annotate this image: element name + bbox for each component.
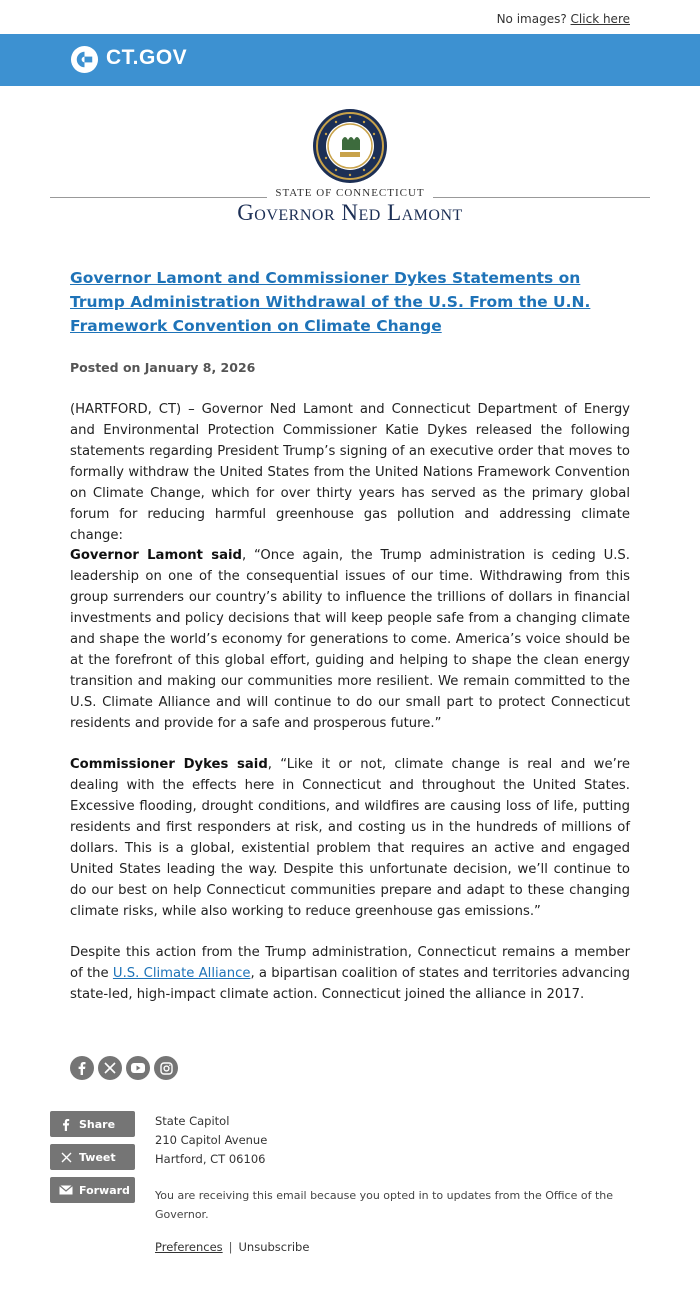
facebook-icon[interactable]	[70, 1056, 94, 1080]
x-icon[interactable]	[98, 1056, 122, 1080]
footer-separator: |	[228, 1240, 233, 1254]
youtube-icon[interactable]	[126, 1056, 150, 1080]
governor-seal-icon	[312, 108, 388, 184]
masthead-state	[0, 187, 700, 199]
instagram-icon[interactable]	[154, 1056, 178, 1080]
share-buttons	[50, 1111, 135, 1210]
social-icons	[70, 1056, 178, 1080]
masthead-state-text: STATE OF CONNECTICUT	[267, 187, 432, 199]
address-line-3: Hartford, CT 06106	[155, 1152, 266, 1166]
forward-button[interactable]	[50, 1177, 135, 1203]
governor-quote-text: , “Once again, the Trump administration is ceding U.S. leadership on one of the consequential issues of our time. Withdrawing from this group surrenders our country’s ability to influence the trillions of dollars in financial investments and policy decisions that will keep people safe from a changing climate and shape the world’s economy for generations to come. America’s voice should be at the forefront of this global effort, guiding and helping to shape the clean energy transition and making our communities more resilient. We remain committed to the U.S. Climate Alliance and will continue to do our small part to protect Connecticut residents and provide for a safe and prosperous future.”	[70, 548, 630, 731]
share-button[interactable]	[50, 1111, 135, 1137]
masthead-governor: Governor Ned Lamont	[237, 200, 463, 225]
ct-logo-icon[interactable]	[70, 45, 99, 74]
envelope-icon	[59, 1183, 73, 1197]
closing-text-before: Despite this action from the Trump administration, Connecticut remains a member of the	[70, 945, 630, 981]
x-icon	[59, 1150, 73, 1164]
intro-paragraph: (HARTFORD, CT) – Governor Ned Lamont and Connecticut Department of Energy and Environmental Protection Commissioner Katie Dykes released the following statements regarding President Trump’s signing of an executive order that moves to formally withdraw the United States from the United Nations Framework Convention on Climate Change, which for over thirty years has served as the primary global forum for reducing harmful greenhouse gas pollution and addressing climate change:	[70, 402, 630, 543]
preferences-link[interactable]: Preferences	[155, 1240, 223, 1254]
click-here-link[interactable]: Click here	[570, 12, 630, 26]
tweet-button[interactable]	[50, 1144, 135, 1170]
closing-paragraph	[70, 942, 630, 1005]
posted-date: Posted on January 8, 2026	[70, 360, 256, 375]
ct-gov-logo-text[interactable]: CT.GOV	[106, 46, 188, 69]
commissioner-quote-text: , “Like it or not, climate change is real and we’re dealing with the effects here in Connecticut and throughout the United States. Excessive flooding, drought conditions, and wildfires are causing loss of life, putting residents and first responders at risk, and costing us in the hundreds of millions of dollars. This is a global, existential problem that requires an active and engaged United States leading the way. Despite this unfortunate decision, we’ll continue to do our best on help Connecticut communities prepare and adapt to these changing climate risks, while also working to reduce greenhouse gas emissions.”	[70, 757, 631, 919]
tweet-label: Tweet	[79, 1150, 116, 1164]
article-headline-link[interactable]: Governor Lamont and Commissioner Dykes Statements on Trump Administration Withdrawal of the U.S. From the U.N. Framework Convention on Climate Change	[70, 269, 591, 335]
commissioner-quote-paragraph	[70, 754, 630, 922]
forward-label: Forward	[79, 1183, 130, 1197]
governor-speaker: Governor Lamont said	[70, 548, 242, 563]
facebook-icon	[59, 1117, 73, 1131]
no-images-notice	[497, 12, 630, 26]
no-images-text: No images?	[496, 12, 567, 26]
share-label: Share	[79, 1117, 116, 1131]
footer-address	[155, 1112, 267, 1169]
address-line-2: 210 Capitol Avenue	[155, 1133, 268, 1147]
commissioner-speaker: Commissioner Dykes said	[70, 757, 268, 772]
brand-bar	[0, 34, 700, 86]
climate-alliance-link[interactable]: U.S. Climate Alliance	[112, 966, 251, 981]
address-line-1: State Capitol	[155, 1114, 230, 1128]
closing-text-after: , a bipartisan coalition of states and territories advancing state-led, high-impact climate action. Connecticut joined the alliance in 2017.	[70, 966, 630, 1002]
governor-quote-paragraph	[70, 545, 630, 734]
top-bar	[0, 0, 700, 34]
unsubscribe-link[interactable]: Unsubscribe	[238, 1240, 310, 1254]
subscription-note: You are receiving this email because you opted in to updates from the Office of the Governor.	[155, 1189, 614, 1221]
footer-links	[155, 1240, 309, 1254]
